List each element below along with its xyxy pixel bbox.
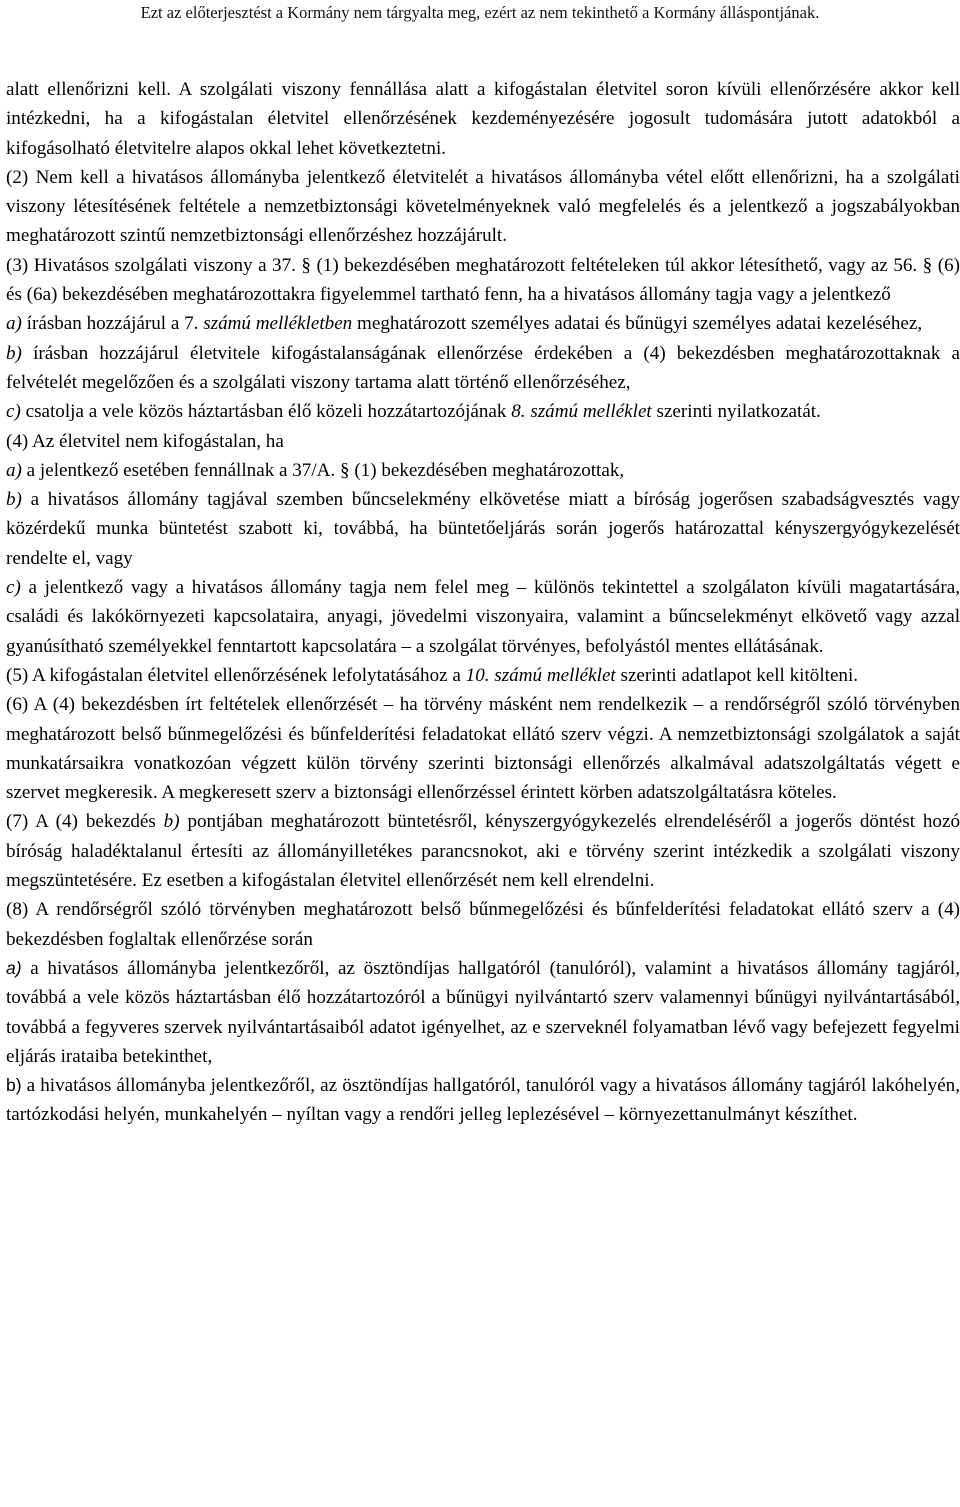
paragraph-8-point-a: [6, 954, 960, 1071]
header-notice-text: Ezt az előterjesztést a Kormány nem tárgyalta meg, ezért az nem tekinthető a Kormány álláspontjának.: [140, 3, 820, 22]
point-text: a hivatásos állományba jelentkezőről, az ösztöndíjas hallgatóról, tanulóról vagy a hivatásos állomány tagjáról lakóhelyén, tartózkodási helyén, munkahelyén – nyíltan vagy a rendőri jelleg leplezésével – környezettanulmányt készíthet.: [6, 1075, 960, 1126]
point-text: a hivatásos állomány tagjával szemben bűncselekmény elkövetése miatt a bíróság jogerősen szabadságvesztés vagy közérdekű munka büntetést szabott ki, továbbá, ha büntetőeljárás során jogerős határozattal kényszergyógykezelését rendelte el, vagy: [6, 489, 960, 569]
point-label: b): [6, 1075, 22, 1096]
document-header-notice: [0, 0, 960, 42]
paragraph-4-point-a: [6, 456, 960, 485]
paragraph-2: (2) Nem kell a hivatásos állományba jelentkező életvitelét a hivatásos állományba vétel előtt ellenőrizni, ha a szolgálati viszony létesítésének feltétele a nemzetbiztonsági követelményeknek való megfelelés és a jelentkező a jogszabályokban meghatározott szintű nemzetbiztonsági ellenőrzéshez hozzájárult.: [6, 166, 960, 247]
point-text: szerinti nyilatkozatát.: [651, 401, 821, 423]
point-text: csatolja a vele közös háztartásban élő közeli hozzátartozójának: [20, 401, 512, 423]
paragraph-4-point-b: [6, 485, 960, 573]
point-label: c): [6, 577, 21, 599]
paragraph-3-point-a: [6, 309, 960, 338]
paragraph-6: (6) A (4) bekezdésben írt feltételek ellenőrzését – ha törvény másként nem rendelkezik – a rendőrségről szóló törvényben meghatározott belső bűnmegelőzési és bűnfelderítési feladatokat ellátó szerv végzi. A nemzetbiztonsági szolgálatok a saját munkatársaikra vonatkozóan végzett külön törvény szerinti biztonsági ellenőrzés alkalmával adatszolgáltatás végett e szervet megkeresik. A megkeresett szerv a biztonsági ellenőrzéssel érintett körben adatszolgáltatásra köteles.: [6, 694, 960, 804]
point-text: írásban hozzájárul életvitele kifogástalanságának ellenőrzése érdekében a (4) bekezdésben meghatározottaknak a felvételét megelőzően és a szolgálati viszony tartama alatt történő ellenőrzéséhez,: [6, 342, 960, 393]
annex-reference: számú mellékletben: [203, 313, 353, 335]
paragraph-3-point-b: [6, 339, 960, 398]
point-label: b): [6, 342, 22, 364]
point-text: írásban hozzájárul a 7.: [21, 313, 204, 335]
paragraph-text: szerinti adatlapot kell kitölteni.: [615, 664, 859, 686]
point-text: a jelentkező vagy a hivatásos állomány tagja nem felel meg – különös tekintettel a szolgálaton kívüli magatartására, családi és lakókörnyezeti kapcsolataira, anyagi, jövedelmi viszonyaira, valamint a bűncselekményt elkövető vagy azzal gyanúsítható személyekkel fenntartott kapcsolatára – a szolgálat törvényes, befolyástól mentes ellátásának.: [6, 577, 960, 657]
paragraph-3-point-c: [6, 397, 960, 426]
paragraph-text: (7) A (4) bekezdés: [6, 811, 164, 833]
paragraph-8: (8) A rendőrségről szóló törvényben meghatározott belső bűnmegelőzési és bűnfelderítési feladatokat ellátó szerv a (4) bekezdésben foglaltak ellenőrzése során: [6, 899, 960, 950]
point-reference: b): [163, 811, 180, 833]
point-label: a): [6, 313, 22, 335]
point-text: a jelentkező esetében fennállnak a 37/A. § (1) bekezdésében meghatározottak,: [21, 459, 625, 481]
paragraph-5: [6, 661, 960, 690]
annex-reference: 10. számú melléklet: [465, 664, 616, 686]
paragraph-text: pontjában meghatározott büntetésről, kényszergyógykezelés elrendeléséről a jogerős döntést hozó bíróság haladéktalanul értesíti az állományilletékes parancsnokot, aki e törvény szerint intézkedik a szolgálati viszony megszüntetésére. Ez esetben a kifogástalan életvitel ellenőrzését nem kell elrendelni.: [6, 811, 960, 892]
paragraph-1-continuation: alatt ellenőrizni kell. A szolgálati viszony fennállása alatt a kifogástalan életvitel soron kívüli ellenőrzésére akkor kell intézkedni, ha a kifogástalan életvitel ellenőrzésének kezdeményezésére jogosult tudomására jutott adatokból a kifogásolható életvitelre alapos okkal lehet következtetni.: [6, 79, 960, 159]
point-text: meghatározott személyes adatai és bűnügyi személyes adatai kezeléséhez,: [352, 313, 923, 335]
paragraph-8-point-b: [6, 1071, 960, 1130]
point-text: a hivatásos állományba jelentkezőről, az ösztöndíjas hallgatóról (tanulóról), valamint a hivatásos állomány tagjáról, továbbá a vele közös háztartásban élő hozzátartozóról a bűnügyi nyilvántartó szerv valamennyi bűnügyi nyilvántartásából, továbbá a fegyveres szervek nyilvántartásaiból adatot igényelhet, az e szerveknél folyamatban lévő vagy befejezett fegyelmi eljárás irataiba betekinthet,: [6, 957, 960, 1067]
paragraph-4: (4) Az életvitel nem kifogástalan, ha: [6, 430, 284, 452]
paragraph-3: (3) Hivatásos szolgálati viszony a 37. § (1) bekezdésében meghatározott feltételeken túl akkor létesíthető, vagy az 56. § (6) és (6a) bekezdésében meghatározottakra figyelemmel tartható fenn, ha a hivatásos állomány tagja vagy a jelentkező: [6, 254, 960, 306]
paragraph-4-point-c: [6, 573, 960, 661]
point-label: c): [6, 401, 21, 423]
annex-reference: 8. számú melléklet: [511, 401, 652, 423]
point-label: b): [6, 489, 22, 511]
document-body: [6, 75, 960, 1130]
point-label: a): [6, 459, 22, 481]
point-label: a): [6, 957, 22, 978]
paragraph-7: [6, 807, 960, 895]
paragraph-text: (5) A kifogástalan életvitel ellenőrzésének lefolytatásához a: [6, 664, 466, 686]
